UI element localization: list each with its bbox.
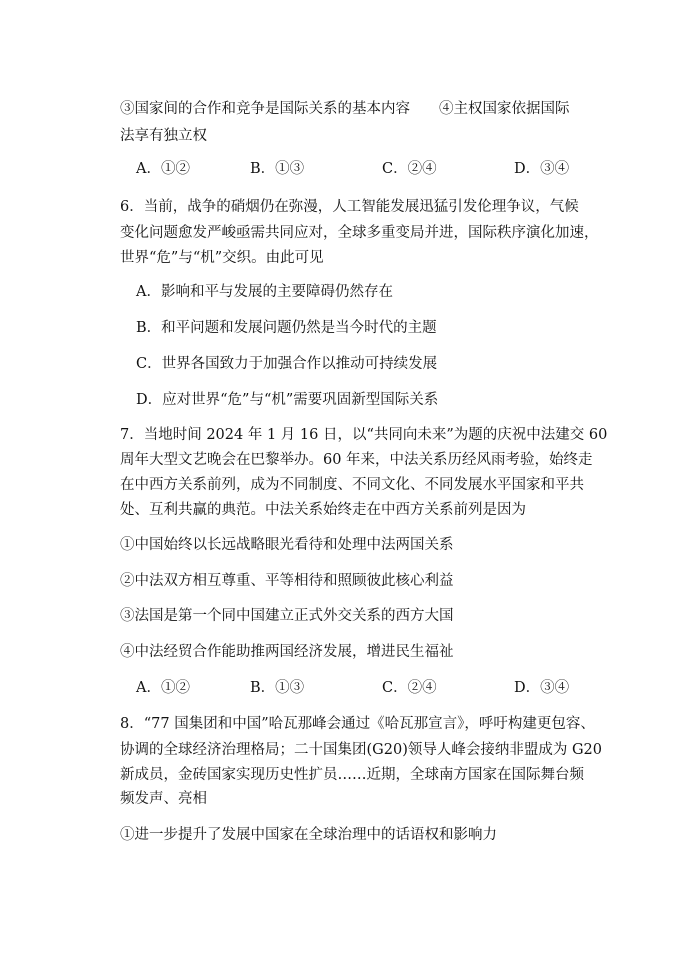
q8-stem-line: 频发声、亮相 — [120, 791, 207, 807]
q8-stem-line: 协调的全球经济治理格局；二十国集团(G20)领导人峰会接纳非盟成为 G20 — [120, 742, 602, 758]
q5-option-d: D．③④ — [514, 161, 570, 177]
q7-option-b: B．①③ — [250, 680, 305, 696]
q8-stem-line: 新成员，金砖国家实现历史性扩员……近期，全球南方国家在国际舞台频 — [120, 767, 584, 783]
q7-statement-2: ②中法双方相互尊重、平等相待和照顾彼此核心利益 — [120, 573, 454, 589]
q5-option-c: C．②④ — [382, 161, 437, 177]
q6-choice-d: D．应对世界“危”与“机”需要巩固新型国际关系 — [136, 392, 439, 408]
q7-stem-line: 7．当地时间 2024 年 1 月 16 日，以“共同向未来”为题的庆祝中法建交 60 — [120, 427, 608, 443]
q6-stem-line: 6．当前，战争的硝烟仍在弥漫，人工智能发展迅猛引发伦理争议，气候 — [120, 199, 579, 215]
q7-stem-line: 处、互利共赢的典范。中法关系始终走在中西方关系前列是因为 — [120, 502, 526, 518]
q6-stem-line: 世界“危”与“机”交织。由此可见 — [120, 250, 324, 266]
q5-option-a: A．①② — [136, 161, 190, 177]
q6-choice-a: A．影响和平与发展的主要障碍仍然存在 — [136, 284, 393, 300]
q6-choice-c: C．世界各国致力于加强合作以推动可持续发展 — [136, 356, 438, 372]
q5-statement-4-cont: 法享有独立权 — [120, 128, 207, 144]
q7-stem-line: 在中西方关系前列，成为不同制度、不同文化、不同发展水平国家和平共 — [120, 477, 584, 493]
q5-option-b: B．①③ — [250, 161, 305, 177]
q6-choice-b: B．和平问题和发展问题仍然是当今时代的主题 — [136, 320, 437, 336]
q5-options — [136, 156, 576, 182]
q7-options — [136, 675, 576, 701]
q7-statement-1: ①中国始终以长远战略眼光看待和处理中法两国关系 — [120, 537, 454, 553]
q5-statement-3-4: ③国家间的合作和竞争是国际关系的基本内容 ④主权国家依据国际 — [120, 101, 570, 117]
q7-stem-line: 周年大型文艺晚会在巴黎举办。60 年来，中法关系历经风雨考验，始终走 — [120, 452, 593, 468]
q7-statement-4: ④中法经贸合作能助推两国经济发展，增进民生福祉 — [120, 644, 454, 660]
q6-stem-line: 变化问题愈发严峻亟需共同应对，全球多重变局并进，国际秩序演化加速， — [120, 225, 599, 241]
q7-option-d: D．③④ — [514, 680, 570, 696]
q7-option-a: A．①② — [136, 680, 190, 696]
q8-stem-line: 8．“77 国集团和中国”哈瓦那峰会通过《哈瓦那宣言》，呼吁构建更包容、 — [120, 716, 595, 732]
q7-statement-3: ③法国是第一个同中国建立正式外交关系的西方大国 — [120, 608, 454, 624]
q8-statement-1: ①进一步提升了发展中国家在全球治理中的话语权和影响力 — [120, 827, 497, 843]
q7-option-c: C．②④ — [382, 680, 437, 696]
